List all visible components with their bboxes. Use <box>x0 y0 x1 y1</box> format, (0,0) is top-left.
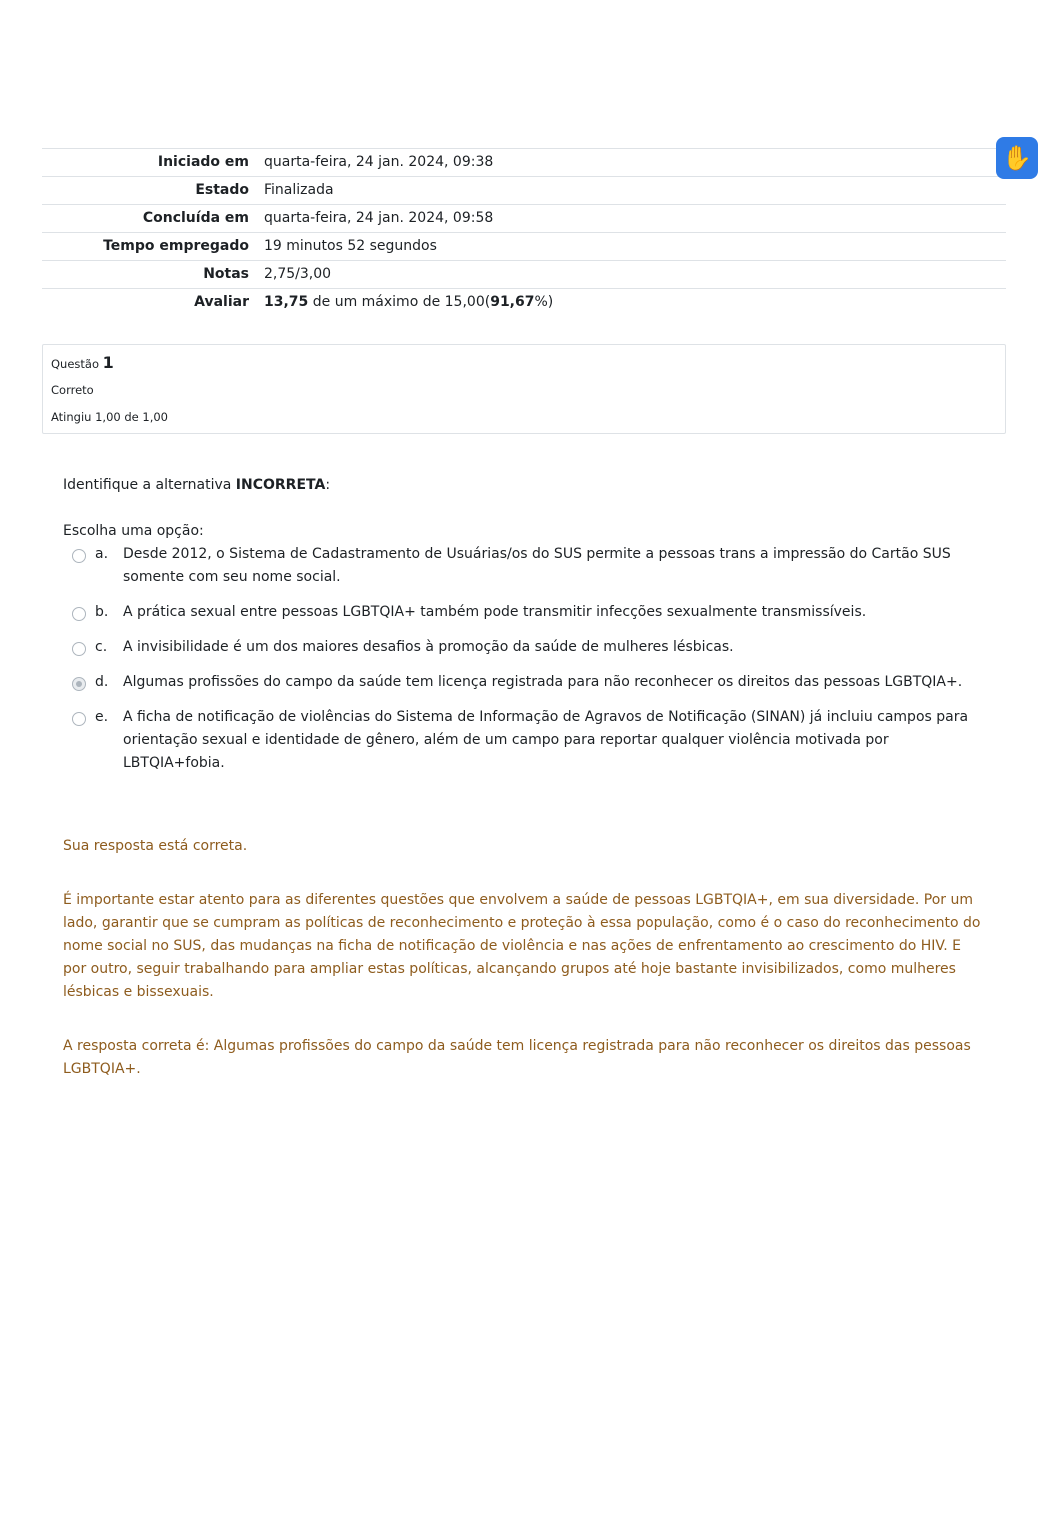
summary-label: Estado <box>42 177 264 205</box>
option-text: A prática sexual entre pessoas LGBTQIA+ também pode transmitir infecções sexualmente transmissíveis. <box>123 604 867 620</box>
summary-row <box>42 205 1006 233</box>
summary-row <box>42 261 1006 289</box>
option-e[interactable] <box>63 706 988 775</box>
question-prompt <box>63 474 988 497</box>
prompt-end: : <box>325 477 331 493</box>
option-text: A invisibilidade é um dos maiores desafios à promoção da saúde de mulheres lésbicas. <box>123 639 734 655</box>
question-grade: Atingiu 1,00 de 1,00 <box>51 410 168 424</box>
summary-label: Iniciado em <box>42 149 264 177</box>
question-number <box>51 353 114 372</box>
summary-value: quarta-feira, 24 jan. 2024, 09:58 <box>264 205 1006 233</box>
option-letter: a. <box>95 546 109 562</box>
radio-button[interactable] <box>72 642 86 656</box>
question-info <box>42 344 1006 434</box>
option-letter: c. <box>95 639 108 655</box>
prompt-bold: INCORRETA <box>235 477 326 493</box>
summary-row <box>42 177 1006 205</box>
summary-value: 2,75/3,00 <box>264 261 1006 289</box>
summary-label: Avaliar <box>42 289 264 317</box>
sign-language-hands-icon[interactable]: ✋ <box>996 137 1038 179</box>
question-label: Questão <box>51 357 99 371</box>
radio-button[interactable] <box>72 549 86 563</box>
feedback-general: É importante estar atento para as diferentes questões que envolvem a saúde de pessoas LGBTQIA+, em sua diversidade. Por um lado, garantir que se cumpram as políticas de reconhecimento e proteção à essa população, como é o caso do reconhecimento do nome social no SUS, das mudanças na ficha de notificação de violência e nas ações de enfrentamento ao crescimento do HIV. E por outro, seguir trabalhando para ampliar estas políticas, alcançando grupos até hoje bastante invisibilizados, como mulheres lésbicas e bissexuais. <box>63 892 981 1000</box>
options <box>63 543 988 775</box>
option-text: Desde 2012, o Sistema de Cadastramento de Usuárias/os do SUS permite a pessoas trans a impressão do Cartão SUS somente com seu nome social. <box>123 546 951 585</box>
summary-row <box>42 149 1006 177</box>
summary-value <box>264 289 1006 317</box>
prompt-text: Identifique a alternativa <box>63 477 236 493</box>
score-percent: 91,67 <box>490 294 535 310</box>
option-c[interactable] <box>63 636 988 659</box>
option-text: A ficha de notificação de violências do Sistema de Informação de Agravos de Notificação (SINAN) já incluiu campos para orientação sexual e identidade de gênero, além de um campo para reportar qualquer violência motivada por LBTQIA+fobia. <box>123 709 969 771</box>
option-letter: e. <box>95 709 109 725</box>
radio-button[interactable] <box>72 677 86 691</box>
option-letter: b. <box>95 604 109 620</box>
option-d[interactable] <box>63 671 988 694</box>
question-num: 1 <box>102 353 114 372</box>
option-text: Algumas profissões do campo da saúde tem licença registrada para não reconhecer os direitos das pessoas LGBTQIA+. <box>123 674 963 690</box>
summary-row <box>42 233 1006 261</box>
option-letter: d. <box>95 674 109 690</box>
radio-button[interactable] <box>72 712 86 726</box>
summary-value: quarta-feira, 24 jan. 2024, 09:38 <box>264 149 1006 177</box>
radio-button[interactable] <box>72 607 86 621</box>
question-content <box>63 474 988 1112</box>
summary-label: Concluída em <box>42 205 264 233</box>
summary-label: Notas <box>42 261 264 289</box>
summary-row <box>42 289 1006 317</box>
score-end: %) <box>534 294 554 310</box>
feedback-status: Sua resposta está correta. <box>63 838 248 854</box>
option-b[interactable] <box>63 601 988 624</box>
question-state: Correto <box>51 383 94 397</box>
summary-value: 19 minutos 52 segundos <box>264 233 1006 261</box>
score: 13,75 <box>264 294 309 310</box>
feedback <box>63 835 988 1081</box>
choose-label: Escolha uma opção: <box>63 523 204 539</box>
score-max: de um máximo de 15,00( <box>308 294 491 310</box>
feedback-right-answer: A resposta correta é: Algumas profissões do campo da saúde tem licença registrada para não reconhecer os direitos das pessoas LGBTQIA+. <box>63 1038 971 1077</box>
attempt-summary <box>42 148 1006 316</box>
option-a[interactable] <box>63 543 988 589</box>
summary-value: Finalizada <box>264 177 1006 205</box>
summary-label: Tempo empregado <box>42 233 264 261</box>
